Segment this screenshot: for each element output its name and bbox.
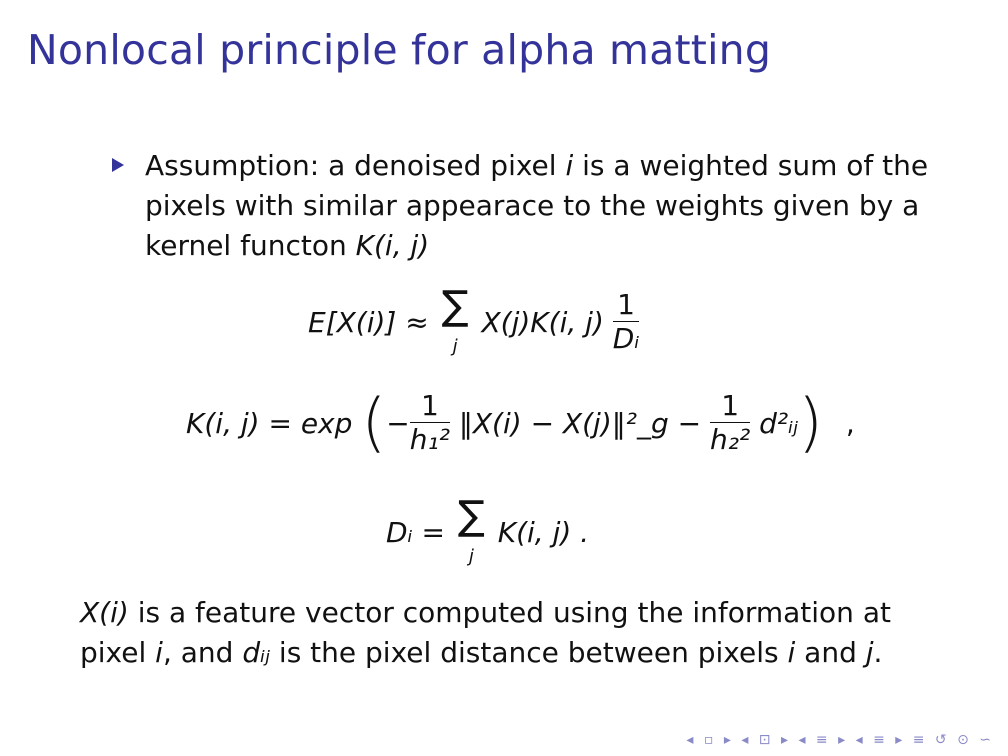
footnote-text-d: and (795, 636, 866, 669)
bullet-item (112, 146, 932, 266)
eq2-frac1-den: h₁² (409, 423, 450, 456)
footnote-dij: dᵢⱼ (242, 636, 271, 669)
eq1-sum: ∑ j (441, 283, 469, 357)
eq2-tail: , (845, 407, 855, 440)
eq3-lhs: Dᵢ = (386, 516, 445, 549)
eq1-lhs: E[X(i)] ≈ (308, 306, 429, 339)
footnote-xi: X(i) (80, 596, 129, 629)
eq2-fraction-2 (710, 390, 750, 457)
bullet-text-a: Assumption: a denoised pixel (145, 149, 566, 182)
equation-kernel: K(i, j) = exp (− $\frac{1}{\text{h₁²}}$ ‖X(i) − X(j)‖²_g − $\frac{1}{\text{h₂²}}$ d²ᵢⱼ) , (186, 386, 855, 461)
eq1-sum-index: j (452, 336, 458, 357)
footnote-text-c: is the pixel distance between pixels (270, 636, 788, 669)
eq3-sum-index: j (468, 546, 474, 567)
eq1-frac-den: Dᵢ (612, 322, 640, 355)
beamer-navigation-icons[interactable]: ◂ ▫ ▸ ◂ ⊡ ▸ ◂ ≡ ▸ ◂ ≡ ▸ ≡ ↺ ⊙ ∽ (686, 732, 994, 748)
eq3-sum: ∑ j (457, 493, 485, 567)
slide-title: Nonlocal principle for alpha matting (27, 26, 772, 74)
footnote-j: j (865, 636, 874, 669)
footnote-text-b: , and (162, 636, 243, 669)
bullet-kernel: K(i, j) (355, 229, 430, 262)
bullet-var-i: i (565, 149, 574, 182)
equation-normalizer (386, 493, 590, 569)
footnote-text-a: is a feature vector computed using the information at pixel (80, 596, 891, 669)
footnote-i2: i (787, 636, 796, 669)
eq2-frac1-num: 1 (410, 390, 450, 423)
eq2-norm: ‖X(i) − X(j)‖²_g − (458, 407, 702, 440)
eq2-distance: d²ᵢⱼ (759, 407, 799, 440)
eq2-fraction-1 (410, 390, 450, 457)
eq1-fraction (613, 289, 640, 356)
footnote-text (80, 593, 940, 673)
eq2-frac2-num: 1 (710, 390, 750, 423)
footnote-i: i (155, 636, 163, 669)
eq1-body: X(j)K(i, j) (481, 306, 604, 339)
bullet-triangle-icon (112, 158, 124, 172)
eq1-frac-num: 1 (613, 289, 640, 322)
footnote-text-e: . (873, 636, 883, 669)
eq2-lhs: K(i, j) = exp (186, 407, 353, 440)
bullet-text (145, 146, 932, 266)
eq3-body: K(i, j) . (497, 516, 590, 549)
eq2-frac2-den: h₂² (710, 423, 751, 456)
equation-expectation (308, 283, 640, 359)
bullet-text-b: is a weighted sum of the pixels with similar appearace to the weights given by a kernel functon (145, 149, 929, 262)
